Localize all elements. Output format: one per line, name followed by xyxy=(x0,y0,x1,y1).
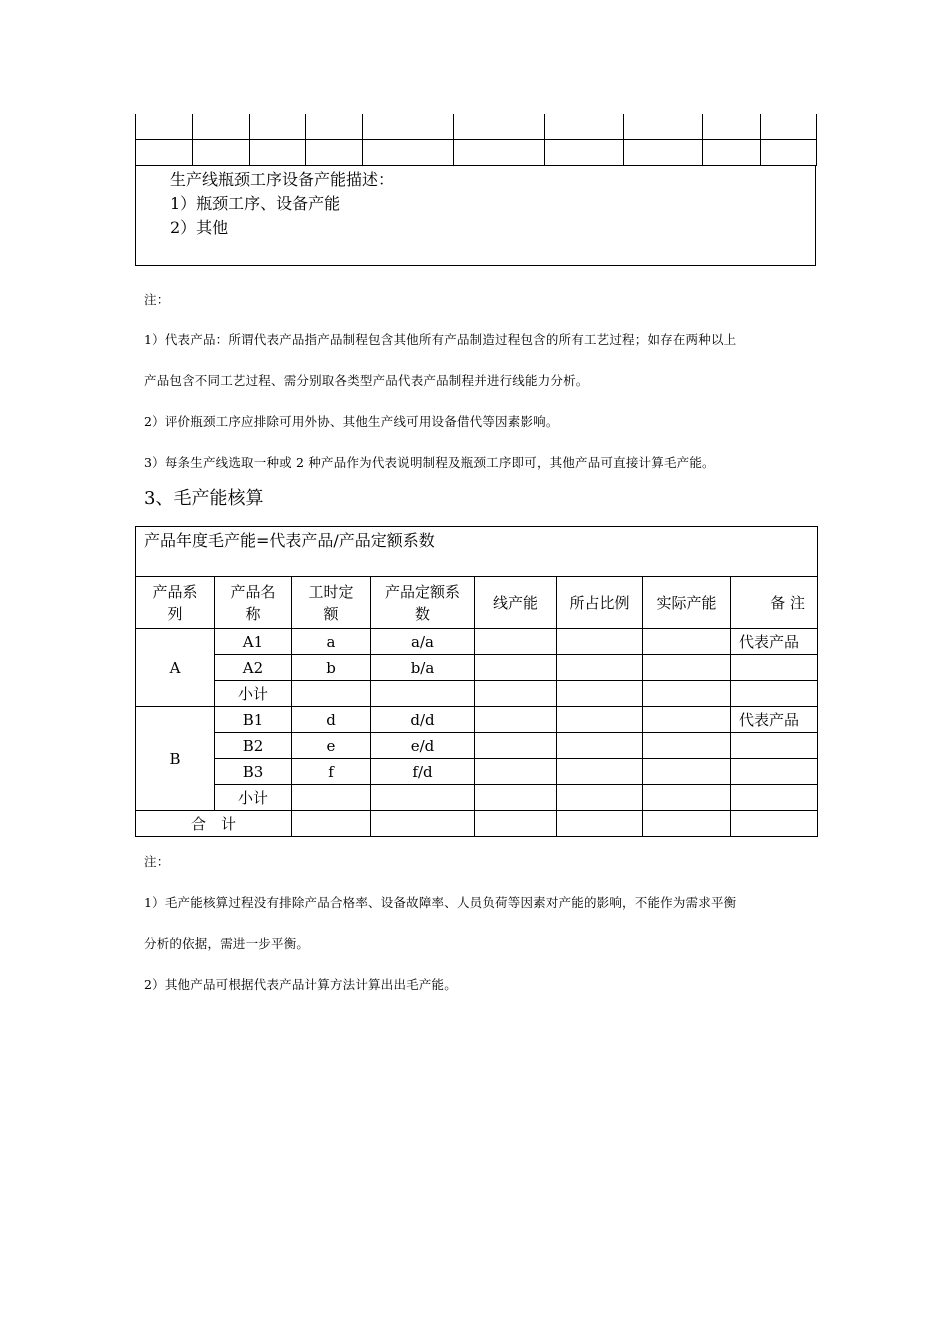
table-row xyxy=(136,785,818,811)
actual-cell xyxy=(643,733,731,759)
grid-line xyxy=(760,114,761,166)
note-line: 产品包含不同工艺过程、需分别取各类型产品代表产品制程并进行线能力分析。 xyxy=(144,373,589,388)
empty-cell xyxy=(731,811,818,837)
line-capacity-cell xyxy=(475,759,557,785)
grid-line xyxy=(305,114,306,166)
header-coef xyxy=(371,577,475,629)
note-line: 1）毛产能核算过程没有排除产品合格率、设备故障率、人员负荷等因素对产能的影响，不能作为需求平衡 xyxy=(144,895,737,910)
coef-cell: f/d xyxy=(371,759,475,785)
grid-line xyxy=(453,114,454,166)
actual-cell xyxy=(643,707,731,733)
line-capacity-cell xyxy=(475,655,557,681)
grid-line xyxy=(702,114,703,166)
note-line: 2）评价瓶颈工序应排除可用外协、其他生产线可用设备借代等因素影响。 xyxy=(144,414,559,429)
note-line: 3）每条生产线选取一种或 2 种产品作为代表说明制程及瓶颈工序即可，其他产品可直接计算毛产能。 xyxy=(144,455,715,470)
header-text: 工时定 xyxy=(308,582,354,601)
empty-cell xyxy=(292,811,371,837)
quota-cell: b xyxy=(292,655,371,681)
line-capacity-cell xyxy=(475,733,557,759)
grid-line xyxy=(544,114,545,166)
total-label: 合 计 xyxy=(136,811,292,837)
header-line-capacity: 线产能 xyxy=(475,577,557,629)
description-item-1: 1）瓶颈工序、设备产能 xyxy=(170,194,341,213)
total-row xyxy=(136,811,818,837)
empty-cell xyxy=(643,785,731,811)
grid-line xyxy=(362,114,363,166)
quota-cell: a xyxy=(292,629,371,655)
series-cell: B xyxy=(136,707,215,811)
coef-cell: d/d xyxy=(371,707,475,733)
ratio-cell xyxy=(557,759,643,785)
table-row xyxy=(136,707,818,733)
header-text: 产品系 xyxy=(152,582,198,601)
ratio-cell xyxy=(557,733,643,759)
series-cell: A xyxy=(136,629,215,707)
header-text: 数 xyxy=(414,604,430,623)
coef-cell: a/a xyxy=(371,629,475,655)
product-name: B2 xyxy=(215,733,292,759)
note-line: 1）代表产品：所谓代表产品指产品制程包含其他所有产品制造过程包含的所有工艺过程；如存在两种以上 xyxy=(144,332,737,347)
coef-cell: b/a xyxy=(371,655,475,681)
empty-cell xyxy=(643,681,731,707)
empty-cell xyxy=(557,681,643,707)
grid-line xyxy=(623,114,624,166)
product-name: B1 xyxy=(215,707,292,733)
header-remark: 备 注 xyxy=(731,577,818,629)
table-row xyxy=(136,759,818,785)
actual-cell xyxy=(643,759,731,785)
product-name: B3 xyxy=(215,759,292,785)
header-series xyxy=(136,577,215,629)
subtotal-label: 小计 xyxy=(215,785,292,811)
table-row xyxy=(136,629,818,655)
remark-cell xyxy=(731,655,818,681)
header-text: 产品名 xyxy=(230,582,276,601)
empty-cell xyxy=(643,811,731,837)
subtotal-label: 小计 xyxy=(215,681,292,707)
empty-cell xyxy=(292,681,371,707)
header-text: 产品定额系 xyxy=(384,582,460,601)
header-text: 额 xyxy=(323,604,339,623)
table-row xyxy=(136,681,818,707)
remark-cell xyxy=(731,733,818,759)
empty-cell xyxy=(371,681,475,707)
remark-cell: 代表产品 xyxy=(731,629,818,655)
product-name: A1 xyxy=(215,629,292,655)
empty-cell xyxy=(292,785,371,811)
empty-cell xyxy=(371,785,475,811)
line-capacity-cell xyxy=(475,629,557,655)
empty-cell xyxy=(731,785,818,811)
empty-cell xyxy=(557,811,643,837)
empty-cell xyxy=(475,681,557,707)
grid-line xyxy=(135,114,136,166)
empty-cell xyxy=(475,785,557,811)
actual-cell xyxy=(643,655,731,681)
grid-line xyxy=(192,114,193,166)
note-line: 分析的依据，需进一步平衡。 xyxy=(144,936,310,951)
description-title: 生产线瓶颈工序设备产能描述： xyxy=(170,170,395,189)
quota-cell: d xyxy=(292,707,371,733)
ratio-cell xyxy=(557,707,643,733)
gross-capacity-table xyxy=(135,526,818,837)
line-capacity-cell xyxy=(475,707,557,733)
notes-label: 注： xyxy=(144,292,170,307)
description-item-2: 2）其他 xyxy=(170,218,229,237)
header-text: 列 xyxy=(167,604,183,623)
grid-line xyxy=(249,114,250,166)
header-name xyxy=(215,577,292,629)
header-ratio: 所占比例 xyxy=(557,577,643,629)
coef-cell: e/d xyxy=(371,733,475,759)
header-text: 称 xyxy=(245,604,261,623)
empty-cell xyxy=(731,681,818,707)
note-line: 2）其他产品可根据代表产品计算方法计算出出毛产能。 xyxy=(144,977,457,992)
grid-line xyxy=(816,114,817,166)
remark-cell xyxy=(731,759,818,785)
formula-cell: 产品年度毛产能=代表产品/产品定额系数 xyxy=(136,527,818,577)
remark-cell: 代表产品 xyxy=(731,707,818,733)
quota-cell: f xyxy=(292,759,371,785)
ratio-cell xyxy=(557,629,643,655)
quota-cell: e xyxy=(292,733,371,759)
header-actual: 实际产能 xyxy=(643,577,731,629)
section-heading: 3、毛产能核算 xyxy=(144,488,264,509)
notes-label: 注： xyxy=(144,854,170,869)
empty-cell xyxy=(557,785,643,811)
empty-cell xyxy=(475,811,557,837)
header-quota xyxy=(292,577,371,629)
grid-line xyxy=(135,139,817,140)
table-row xyxy=(136,733,818,759)
ratio-cell xyxy=(557,655,643,681)
actual-cell xyxy=(643,629,731,655)
table-row xyxy=(136,655,818,681)
table-header-row xyxy=(136,577,818,629)
product-name: A2 xyxy=(215,655,292,681)
empty-cell xyxy=(371,811,475,837)
